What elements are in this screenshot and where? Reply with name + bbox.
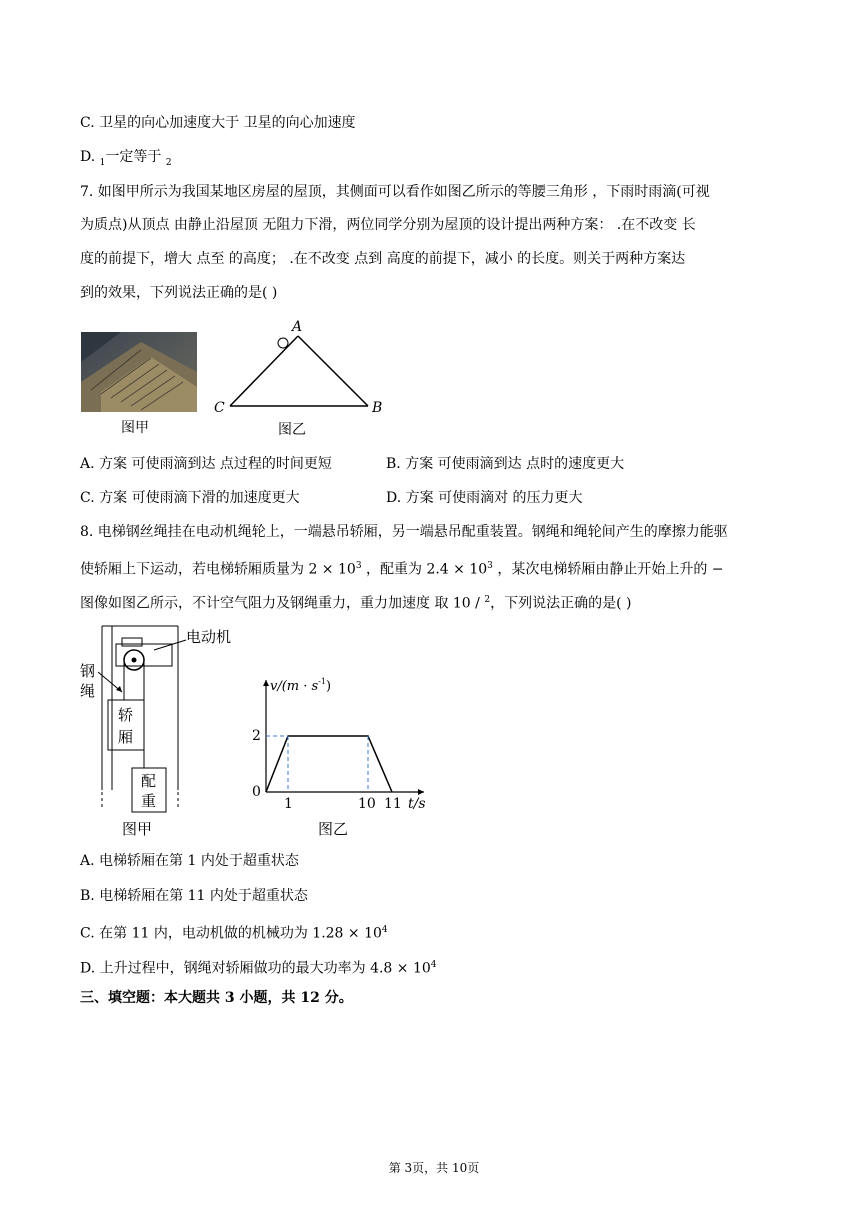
q8-option-c: C. 在第 11 内，电动机做的机械功为 $1.28 \times 10^4$ — [80, 925, 388, 942]
option-d-q6: D. $_1$一定等于 $_2$ — [80, 149, 172, 168]
motor-label: 电动机 — [186, 628, 232, 646]
q7-line-1: 7. 如图甲所示为我国某地区房屋的屋顶，其侧面可以看作如图乙所示的等腰三角形 ，下雨时雨滴(可视 — [80, 184, 710, 200]
q7-line-2: 为质点)从顶点 由静止沿屋顶 无阻力下滑，两位同学分别为屋顶的设计提出两种方案： .在不改变 长 — [80, 217, 696, 233]
q7-option-c: C. 方案 可使雨滴下滑的加速度更大 — [80, 490, 300, 506]
q8-line-1: 8. 电梯钢丝绳挂在电动机绳轮上，一端悬吊轿厢，另一端悬吊配重装置。钢绳和绳轮间产生的摩擦力能驱 — [80, 524, 728, 540]
velocity-time-graph — [248, 672, 438, 842]
origin-label: 0 — [252, 784, 261, 800]
triangle-figure — [210, 316, 390, 436]
rope-label-2: 绳 — [80, 682, 96, 700]
counterweight-label-1: 配 — [141, 772, 157, 790]
y-axis-label: $v/(m \cdot s^{-1})$ — [270, 677, 332, 694]
q8-option-b: B. 电梯轿厢在第 11 内处于超重状态 — [80, 888, 308, 904]
q7-option-a: A. 方案 可使雨滴到达 点过程的时间更短 — [80, 456, 332, 472]
q7-option-b: B. 方案 可使雨滴到达 点时的速度更大 — [386, 456, 625, 472]
x-tick-10: 10 — [358, 796, 376, 812]
rope-label-1: 钢 — [80, 662, 96, 680]
photo-caption: 图甲 — [121, 420, 149, 436]
elevator-caption: 图甲 — [122, 820, 153, 838]
elevator-diagram — [78, 622, 248, 842]
side-ca — [230, 336, 298, 406]
q8-option-a: A. 电梯轿厢在第 1 内处于超重状态 — [80, 853, 299, 869]
q8-line-3: 图像如图乙所示，不计空气阻力及钢绳重力，重力加速度 取 10 / $^2$，下列说法正确的是( ) — [80, 595, 632, 612]
vertex-b: B — [372, 400, 383, 416]
vertex-c: C — [214, 400, 225, 416]
side-ab — [298, 336, 368, 406]
x-tick-1: 1 — [284, 796, 293, 812]
q8-line-2: 使轿厢上下运动，若电梯轿厢质量为 $2 \times 10^3$ ，配重为 $2.4 \times 10^3$ ，某次电梯轿厢由静止开始上升的 − — [80, 561, 724, 578]
raindrop-ball — [278, 338, 288, 348]
motor-pointer — [154, 640, 186, 650]
page-footer: 第 3页，共 10页 — [388, 1161, 480, 1175]
triangle-caption: 图乙 — [278, 422, 306, 436]
q7-option-d: D. 方案 可使雨滴对 的压力更大 — [386, 490, 583, 506]
q7-line-4: 到的效果，下列说法正确的是( ) — [80, 285, 278, 301]
velocity-curve — [266, 736, 392, 792]
q7-line-3: 度的前提下，增大 点至 的高度； .在不改变 点到 高度的前提下，减小 的长度。则关于两种方案达 — [80, 251, 686, 267]
y-tick-2: 2 — [252, 728, 261, 744]
x-axis-label: t/s — [408, 796, 426, 812]
section-3-heading: 三、填空题：本大题共 3 小题，共 12 分。 — [80, 990, 353, 1006]
roof-photo — [81, 332, 197, 412]
counterweight-label-2: 重 — [141, 792, 157, 810]
car-label-2: 厢 — [118, 728, 134, 746]
vertex-a: A — [292, 319, 303, 335]
q8-option-d: D. 上升过程中，钢绳对轿厢做功的最大功率为 $4.8 \times 10^4$ — [80, 960, 437, 977]
graph-caption: 图乙 — [318, 820, 349, 838]
car-label-1: 轿 — [118, 706, 134, 724]
option-c-q6: C. 卫星的向心加速度大于 卫星的向心加速度 — [80, 115, 356, 131]
x-tick-11: 11 — [384, 796, 402, 812]
